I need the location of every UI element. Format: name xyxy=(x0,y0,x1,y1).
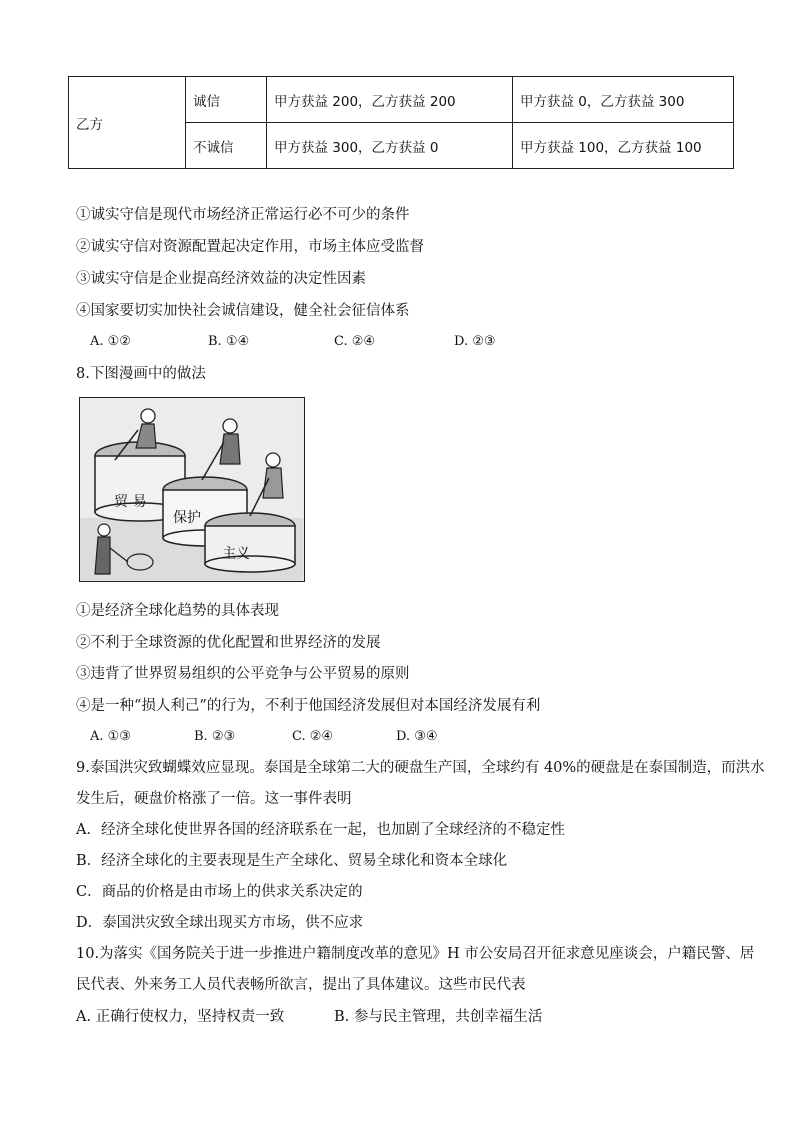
payoff-cell: 甲方获益 0，乙方获益 300 xyxy=(513,77,734,123)
q8-statement: ②不利于全球资源的优化配置和世界经济的发展 xyxy=(76,635,381,651)
q7-option[interactable]: D. ②③ xyxy=(454,334,496,349)
q7-statement: ①诚实守信是现代市场经济正常运行必不可少的条件 xyxy=(76,207,410,223)
q7-option[interactable]: C. ②④ xyxy=(334,334,376,349)
q7-statement: ②诚实守信对资源配置起决定作用，市场主体应受监督 xyxy=(76,239,424,255)
q9-stem: 发生后，硬盘价格涨了一倍。这一事件表明 xyxy=(76,791,352,807)
q8-statement: ③违背了世界贸易组织的公平竞争与公平贸易的原则 xyxy=(76,666,410,682)
table-row xyxy=(69,77,734,123)
cartoon-label: 主义 xyxy=(222,546,250,562)
payoff-cell: 甲方获益 300，乙方获益 0 xyxy=(267,123,513,169)
q7-option[interactable]: A. ①② xyxy=(90,334,131,349)
q8-statement: ①是经济全球化趋势的具体表现 xyxy=(76,603,279,619)
q9-option[interactable]: D．泰国洪灾致全球出现买方市场，供不应求 xyxy=(76,915,364,931)
q9-stem: 9.泰国洪灾致蝴蝶效应显现。泰国是全球第二大的硬盘生产国，全球约有 40%的硬盘是在泰国制造，而洪水 xyxy=(76,760,765,776)
party-cell: 乙方 xyxy=(69,77,186,169)
q7-option[interactable]: B. ①④ xyxy=(208,334,250,349)
cartoon-label: 保护 xyxy=(173,510,201,526)
q8-option[interactable]: A. ①③ xyxy=(90,729,131,744)
payoff-cell: 甲方获益 100，乙方获益 100 xyxy=(513,123,734,169)
q10-stem: 10.为落实《国务院关于进一步推进户籍制度改革的意见》H 市公安局召开征求意见座谈会，户籍民警、居 xyxy=(76,946,755,962)
q9-option[interactable]: C．商品的价格是由市场上的供求关系决定的 xyxy=(76,884,363,900)
trade-protectionism-cartoon xyxy=(79,397,305,582)
cartoon-label: 贸 易 xyxy=(114,494,147,510)
q7-statement: ④国家要切实加快社会诚信建设，健全社会征信体系 xyxy=(76,303,410,319)
q9-option[interactable]: A．经济全球化使世界各国的经济联系在一起，也加剧了全球经济的不稳定性 xyxy=(76,822,565,838)
q9-option[interactable]: B．经济全球化的主要表现是生产全球化、贸易全球化和资本全球化 xyxy=(76,853,508,869)
q10-option-a[interactable]: A. 正确行使权力，坚持权责一致 xyxy=(76,1009,285,1025)
q10-option-b[interactable]: B. 参与民主管理，共创幸福生活 xyxy=(334,1009,543,1025)
q8-stem: 8.下图漫画中的做法 xyxy=(76,366,206,382)
payoff-cell: 甲方获益 200，乙方获益 200 xyxy=(267,77,513,123)
q8-option[interactable]: B. ②③ xyxy=(194,729,236,744)
q8-option[interactable]: D. ③④ xyxy=(396,729,438,744)
q8-option[interactable]: C. ②④ xyxy=(292,729,334,744)
q7-statement: ③诚实守信是企业提高经济效益的决定性因素 xyxy=(76,271,366,287)
payoff-table xyxy=(68,76,734,169)
choice-cell: 诚信 xyxy=(186,77,267,123)
q10-stem: 民代表、外来务工人员代表畅所欲言，提出了具体建议。这些市民代表 xyxy=(76,977,526,993)
q8-statement: ④是一种“损人利己”的行为，不利于他国经济发展但对本国经济发展有利 xyxy=(76,698,541,714)
choice-cell: 不诚信 xyxy=(186,123,267,169)
